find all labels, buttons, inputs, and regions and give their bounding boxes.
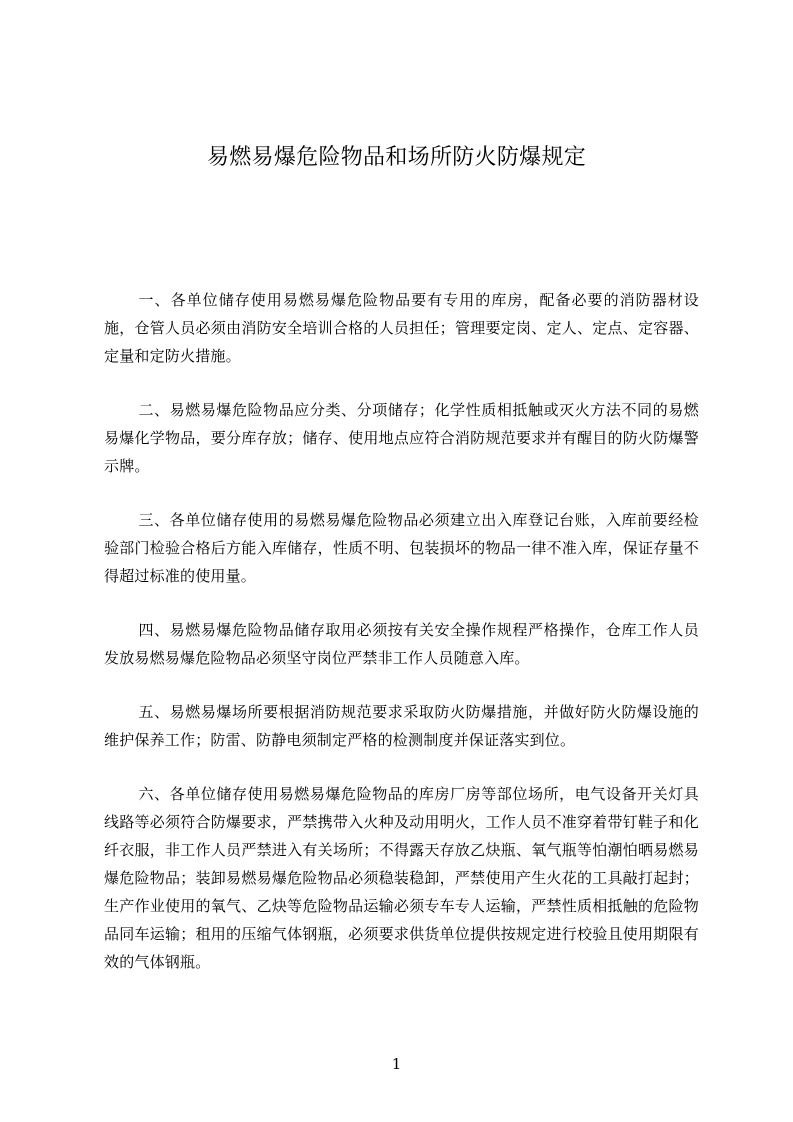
paragraph-1: 一、各单位储存使用易燃易爆危险物品要有专用的库房，配备必要的消防器材设施，仓管人员必须由消防安全培训合格的人员担任；管理要定岗、定人、定点、定容器、定量和定防火措施。 — [104, 291, 699, 365]
paragraph-2: 二、易燃易爆危险物品应分类、分项储存；化学性质相抵触或灭火方法不同的易燃易爆化学物品，要分库存放；储存、使用地点应符合消防规范要求并有醒目的防火防爆警示牌。 — [104, 401, 699, 475]
paragraph-6: 六、各单位储存使用易燃易爆危险物品的库房厂房等部位场所，电气设备开关灯具线路等必须符合防爆要求，严禁携带入火种及动用明火，工作人员不准穿着带钉鞋子和化纤衣服，非工作人员严禁进入有关场所；不得露天存放乙炔瓶、氧气瓶等怕潮怕晒易燃易爆危险物品；装卸易燃易爆危险物品必须稳装稳卸，严禁使用产生火花的工具敲打起封；生产作业使用的氧气、乙炔等危险物品运输必须专车专人运输，严禁性质相抵触的危险物品同车运输；租用的压缩气体钢瓶，必须要求供货单位提供按规定进行校验且使用期限有效的气体钢瓶。 — [104, 785, 699, 971]
paragraph-5: 五、易燃易爆场所要根据消防规范要求采取防火防爆措施，并做好防火防爆设施的维护保养工作；防雷、防静电须制定严格的检测制度并保证落实到位。 — [104, 703, 699, 749]
paragraph-4: 四、易燃易爆危险物品储存取用必须按有关安全操作规程严格操作，仓库工作人员发放易燃易爆危险物品必须坚守岗位严禁非工作人员随意入库。 — [104, 621, 699, 667]
page-title: 易燃易爆危险物品和场所防火防爆规定 — [206, 145, 587, 170]
page-number: 1 — [391, 1055, 402, 1073]
document-body — [104, 286, 699, 1002]
paragraph-3: 三、各单位储存使用的易燃易爆危险物品必须建立出入库登记台账，入库前要经检验部门检验合格后方能入库储存，性质不明、包装损坏的物品一律不准入库，保证存量不得超过标准的使用量。 — [104, 511, 699, 585]
